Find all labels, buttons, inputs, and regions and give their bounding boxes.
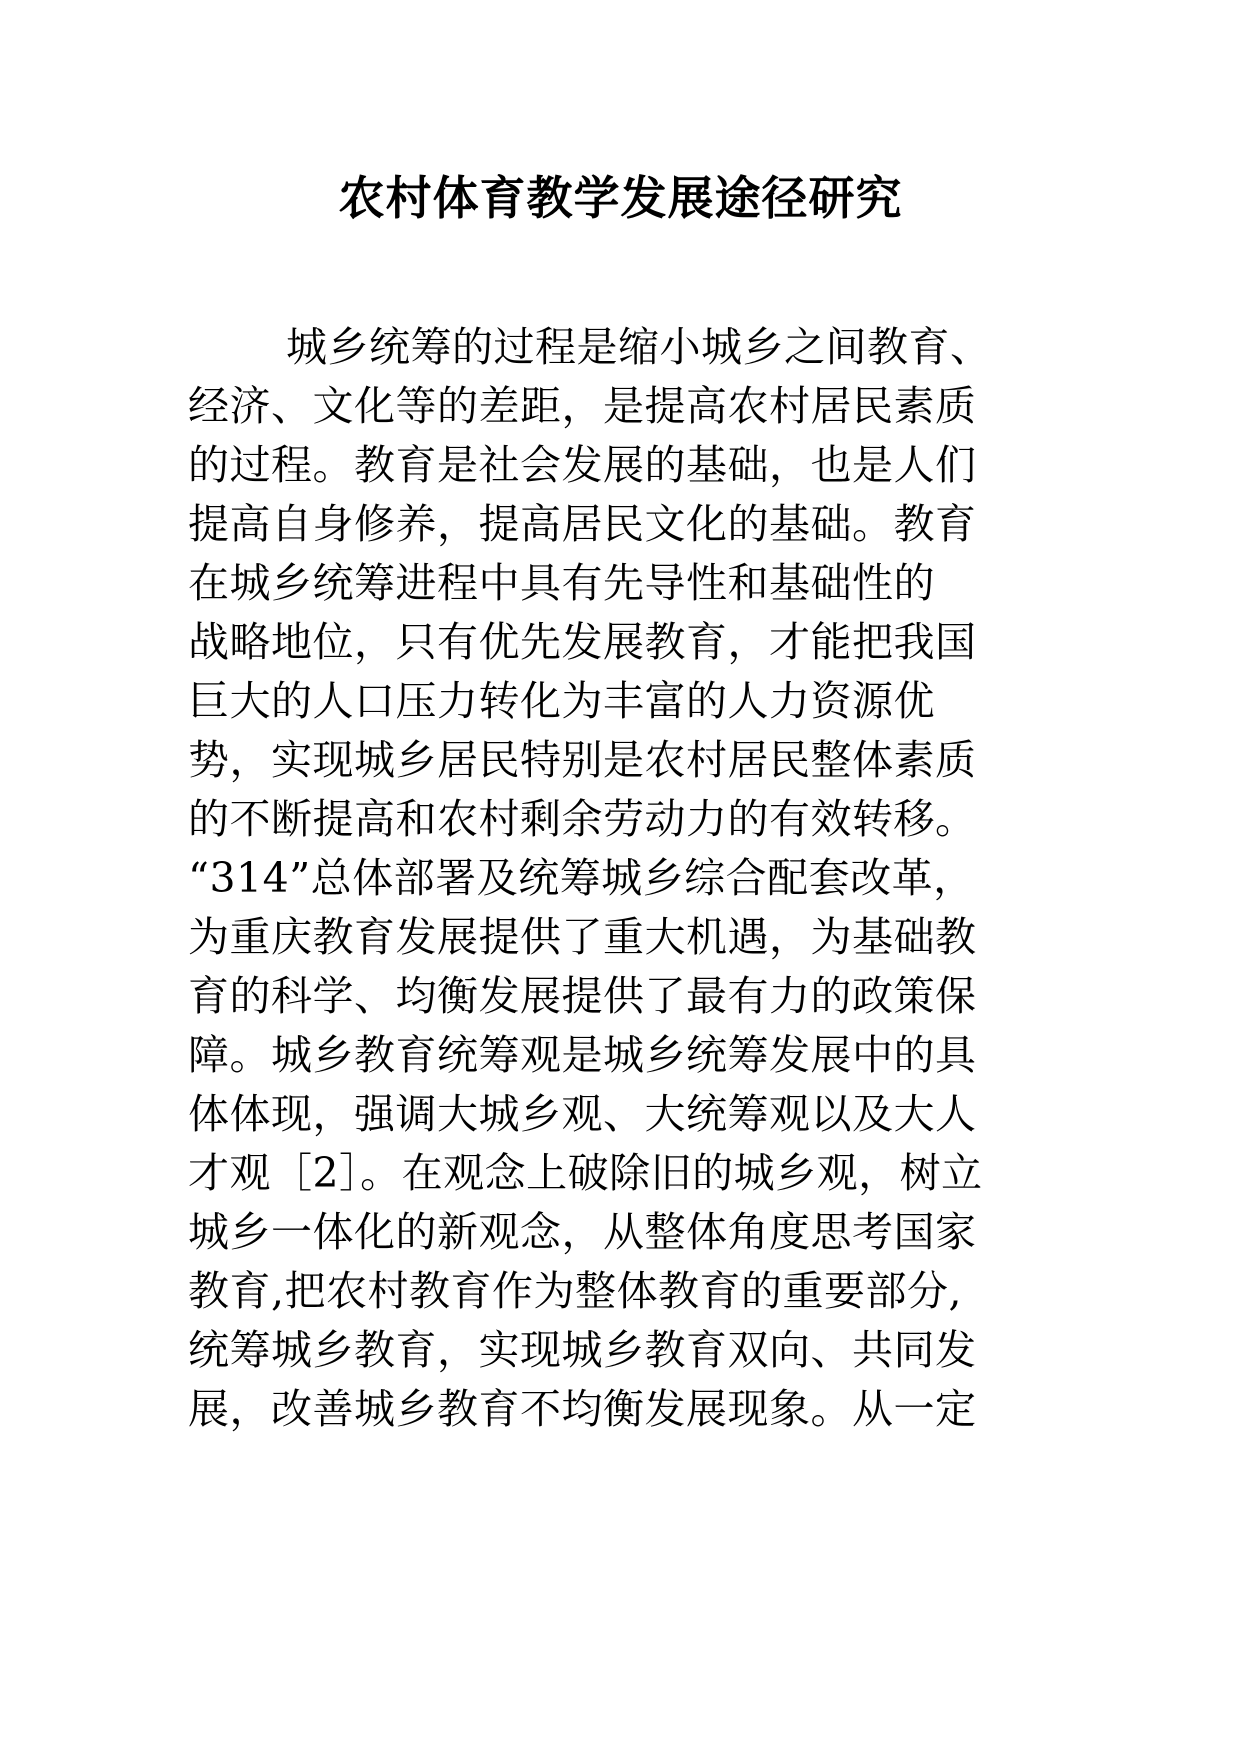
document-title: 农村体育教学发展途径研究 [338, 171, 903, 225]
text-line: 城乡一体化的新观念，从整体角度思考国家 [188, 1208, 977, 1256]
body-paragraph [188, 318, 1088, 1439]
text-line: 在城乡统筹进程中具有先导性和基础性的 [188, 559, 935, 607]
text-line: 势，实现城乡居民特别是农村居民整体素质 [188, 736, 977, 784]
text-line: 才观［2］。在观念上破除旧的城乡观，树立 [188, 1149, 983, 1197]
text-line: 体体现，强调大城乡观、大统筹观以及大人 [188, 1090, 977, 1138]
text-line: 障。城乡教育统筹观是城乡统筹发展中的具 [188, 1031, 977, 1079]
text-line: “314”总体部署及统筹城乡综合配套改革， [188, 854, 975, 902]
text-line: 统筹城乡教育，实现城乡教育双向、共同发 [188, 1326, 977, 1374]
text-line: 展，改善城乡教育不均衡发展现象。从一定 [188, 1385, 977, 1433]
text-line: 经济、文化等的差距，是提高农村居民素质 [188, 382, 977, 430]
text-line: 城乡统筹的过程是缩小城乡之间教育、 [286, 323, 992, 371]
text-line: 的不断提高和农村剩余劳动力的有效转移。 [188, 795, 977, 843]
text-line: 提高自身修养，提高居民文化的基础。教育 [188, 500, 977, 548]
text-line: 的过程。教育是社会发展的基础，也是人们 [188, 441, 977, 489]
text-line: 战略地位，只有优先发展教育，才能把我国 [188, 618, 977, 666]
text-line: 教育,把农村教育作为整体教育的重要部分, [188, 1267, 963, 1315]
text-line: 为重庆教育发展提供了重大机遇，为基础教 [188, 913, 977, 961]
text-line: 育的科学、均衡发展提供了最有力的政策保 [188, 972, 977, 1020]
text-line: 巨大的人口压力转化为丰富的人力资源优 [188, 677, 935, 725]
